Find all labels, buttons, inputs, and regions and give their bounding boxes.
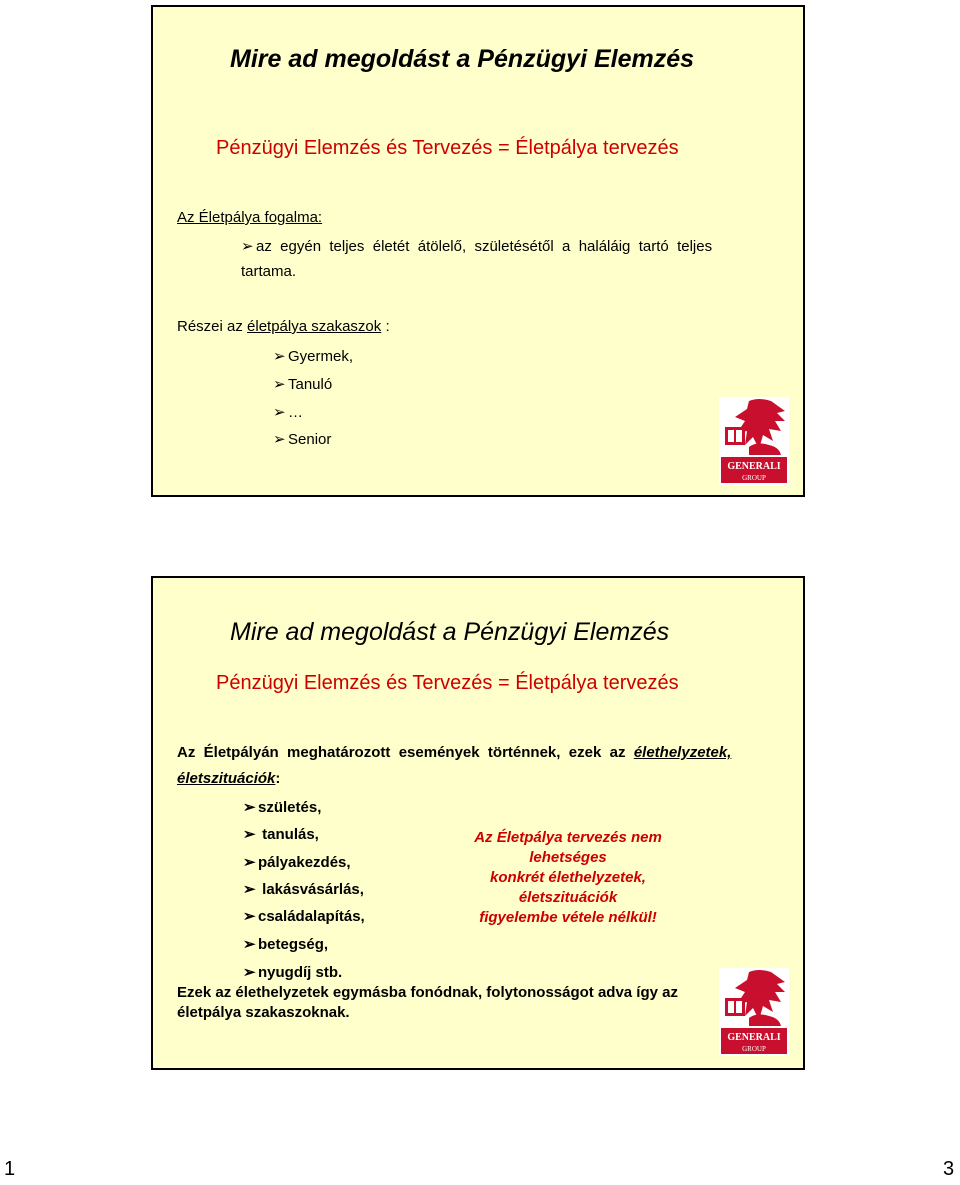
intro-line-1: Az Életpályán meghatározott események történnek, ezek az élethelyzetek, (177, 744, 732, 761)
event-item: ➢ pályakezdés, (243, 854, 351, 871)
page-number-left: 1 (4, 1158, 16, 1180)
slide-1 (151, 5, 805, 497)
svg-text:GENERALI: GENERALI (727, 1032, 781, 1043)
event-item: ➢ születés, (243, 799, 322, 816)
svg-text:GROUP: GROUP (742, 474, 766, 482)
planning-note: Az Életpálya tervezés nem lehetséges konkrét élethelyzetek, életszituációk figyelembe vétele nélkül! (474, 829, 662, 926)
intro-line-2: életszituációk: (177, 770, 281, 787)
event-item: ➢ nyugdíj stb. (243, 964, 343, 981)
slide-1-subtitle: Pénzügyi Elemzés és Tervezés = Életpálya tervezés (216, 137, 679, 159)
stage-item: ➢ Gyermek, (273, 348, 354, 365)
stage-item: ➢ … (273, 404, 303, 421)
bullet-arrow-icon: ➢ (273, 431, 286, 448)
stage-item: ➢ Tanuló (273, 376, 333, 393)
slide-2-title: Mire ad megoldást a Pénzügyi Elemzés (230, 618, 670, 646)
event-item: ➢ családalapítás, (243, 908, 365, 925)
svg-text:GENERALI: GENERALI (727, 461, 781, 472)
bullet-arrow-icon: ➢ (243, 854, 256, 871)
bullet-arrow-icon: ➢ (243, 799, 256, 816)
definition-text-line-2: tartama. (241, 263, 297, 280)
event-item: ➢ tanulás, (243, 826, 319, 843)
slide-1-title: Mire ad megoldást a Pénzügyi Elemzés (230, 45, 695, 73)
stage-item: ➢ Senior (273, 431, 332, 448)
bullet-arrow-icon: ➢ (243, 936, 256, 953)
svg-text:GROUP: GROUP (742, 1045, 766, 1053)
definition-heading: Az Életpálya fogalma: (177, 209, 323, 226)
intro-link-2: életszituációk (177, 770, 276, 787)
page-number-right: 3 (943, 1158, 955, 1180)
event-item: ➢ betegség, (243, 936, 329, 953)
bullet-arrow-icon: ➢ (273, 348, 286, 365)
slide-2 (151, 576, 805, 1070)
event-item: ➢ lakásvásárlás, (243, 881, 364, 898)
bullet-arrow-icon: ➢ (243, 908, 256, 925)
closing-line-1: Ezek az élethelyzetek egymásba fonódnak, folytonosságot adva így az (177, 984, 678, 1001)
parts-heading: Részei az életpálya szakaszok : (177, 318, 390, 335)
bullet-arrow-icon: ➢ (273, 376, 286, 393)
generali-logo (719, 968, 789, 1056)
parts-link: életpálya szakaszok (247, 318, 382, 335)
definition-text-line-1: ➢ az egyén teljes életét átölelő, születésétől a haláláig tartó teljes (241, 238, 713, 255)
bullet-arrow-icon: ➢ (243, 881, 256, 898)
bullet-arrow-icon: ➢ (243, 826, 256, 843)
slide-2-subtitle: Pénzügyi Elemzés és Tervezés = Életpálya tervezés (216, 672, 679, 694)
generali-logo (719, 397, 789, 485)
closing-line-2: életpálya szakaszoknak. (177, 1004, 350, 1021)
intro-link-1: élethelyzetek, (633, 744, 732, 761)
bullet-arrow-icon: ➢ (273, 404, 286, 421)
bullet-arrow-icon: ➢ (243, 964, 256, 981)
bullet-arrow-icon: ➢ (241, 238, 254, 255)
